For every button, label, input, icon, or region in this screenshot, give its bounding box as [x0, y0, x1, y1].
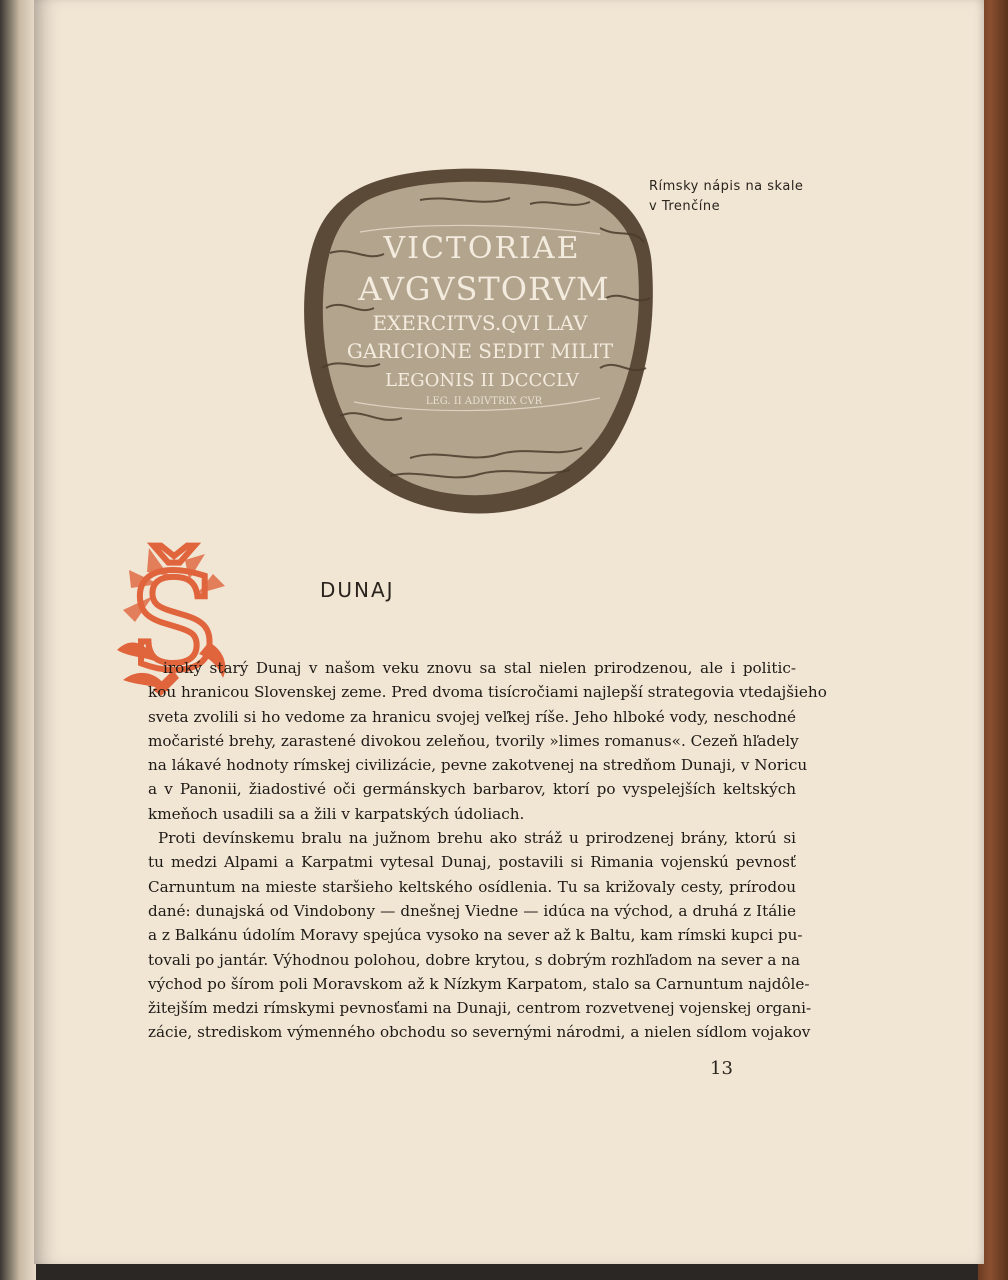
paragraph-2-line: dané: dunajská od Vindobony — dnešnej Viedne — idúca na východ, a druhá z Itálie [148, 901, 796, 920]
paragraph-2-line: východ po šírom poli Moravskom až k Nízkym Karpatom, stalo sa Carnuntum najdôle- [148, 974, 810, 993]
illustration-caption [649, 177, 829, 217]
roman-inscription-illustration [300, 158, 660, 518]
inscription-line-6: LEG. II ADIVTRIX CVR [425, 396, 543, 407]
paragraph-2-line: tu medzi Alpami a Karpatmi vytesal Dunaj, postavili si Rimania vojenskú pevnosť [148, 853, 796, 872]
paragraph-1-line: a v Panonii, žiadostivé oči germánskych barbarov, ktorí po vyspelejších keltských [148, 780, 796, 799]
inscription-line-5: LEGONIS II DCCCLV [385, 370, 579, 391]
book-spine-left [0, 0, 36, 1280]
inscription-line-1: VICTORIAE [383, 231, 581, 266]
paragraph-2-line: a z Balkánu údolím Moravy spejúca vysoko na sever až k Baltu, kam rímski kupci pu- [148, 926, 803, 945]
paragraph-2-line: Proti devínskemu bralu na južnom brehu ako stráž u prirodzenej brány, ktorú si [158, 829, 796, 848]
paragraph-2-line: zácie, strediskom výmenného obchodu so severnými národmi, a nielen sídlom vojakov [148, 1023, 811, 1042]
caption-line-1: Rímsky nápis na skale [649, 179, 804, 194]
paragraph-2-line: Carnuntum na mieste staršieho keltského osídlenia. Tu sa križovaly cesty, prírodou [148, 877, 796, 896]
paragraph-1-line: iroký starý Dunaj v našom veku znovu sa stal nielen prirodzenou, ale i politic- [163, 659, 796, 677]
paragraph-1-line: močaristé brehy, zarastené divokou zeleňou, tvorily »limes romanus«. Cezeň hľadely [148, 731, 799, 750]
paragraph-2-line: tovali po jantár. Výhodnou polohou, dobre krytou, s dobrým rozhľadom na sever a na [148, 950, 801, 969]
inscription-line-4: GARICIONE SEDIT MILIT [346, 339, 614, 363]
paragraph-1-line: sveta zvolili si ho vedome za hranicu svojej veľkej ríše. Jeho hlboké vody, neschodné [148, 707, 796, 726]
body-text [148, 656, 827, 1045]
chapter-heading: DUNAJ [320, 578, 395, 602]
paragraph-1-line: kmeňoch usadili sa a žili v karpatských údoliach. [148, 804, 525, 823]
page-number: 13 [710, 1058, 733, 1079]
inscription-line-2: AVGVSTORVM [358, 270, 610, 308]
paragraph-1-line: kou hranicou Slovenskej zeme. Pred dvoma tisícročiami najlepší strategovia vtedajšieho [148, 683, 827, 702]
paragraph-1-line: na lákavé hodnoty rímskej civilizácie, pevne zakotvenej na stredňom Dunaji, v Noricu [148, 756, 808, 775]
inscription-line-3: EXERCITVS.QVI LAV [372, 311, 588, 335]
paragraph-2-line: žitejším medzi rímskymi pevnosťami na Dunaji, centrom rozvetvenej vojenskej organi- [148, 999, 812, 1018]
caption-line-2: v Trenčíne [649, 199, 721, 214]
drop-cap-letter: Š [128, 546, 220, 696]
